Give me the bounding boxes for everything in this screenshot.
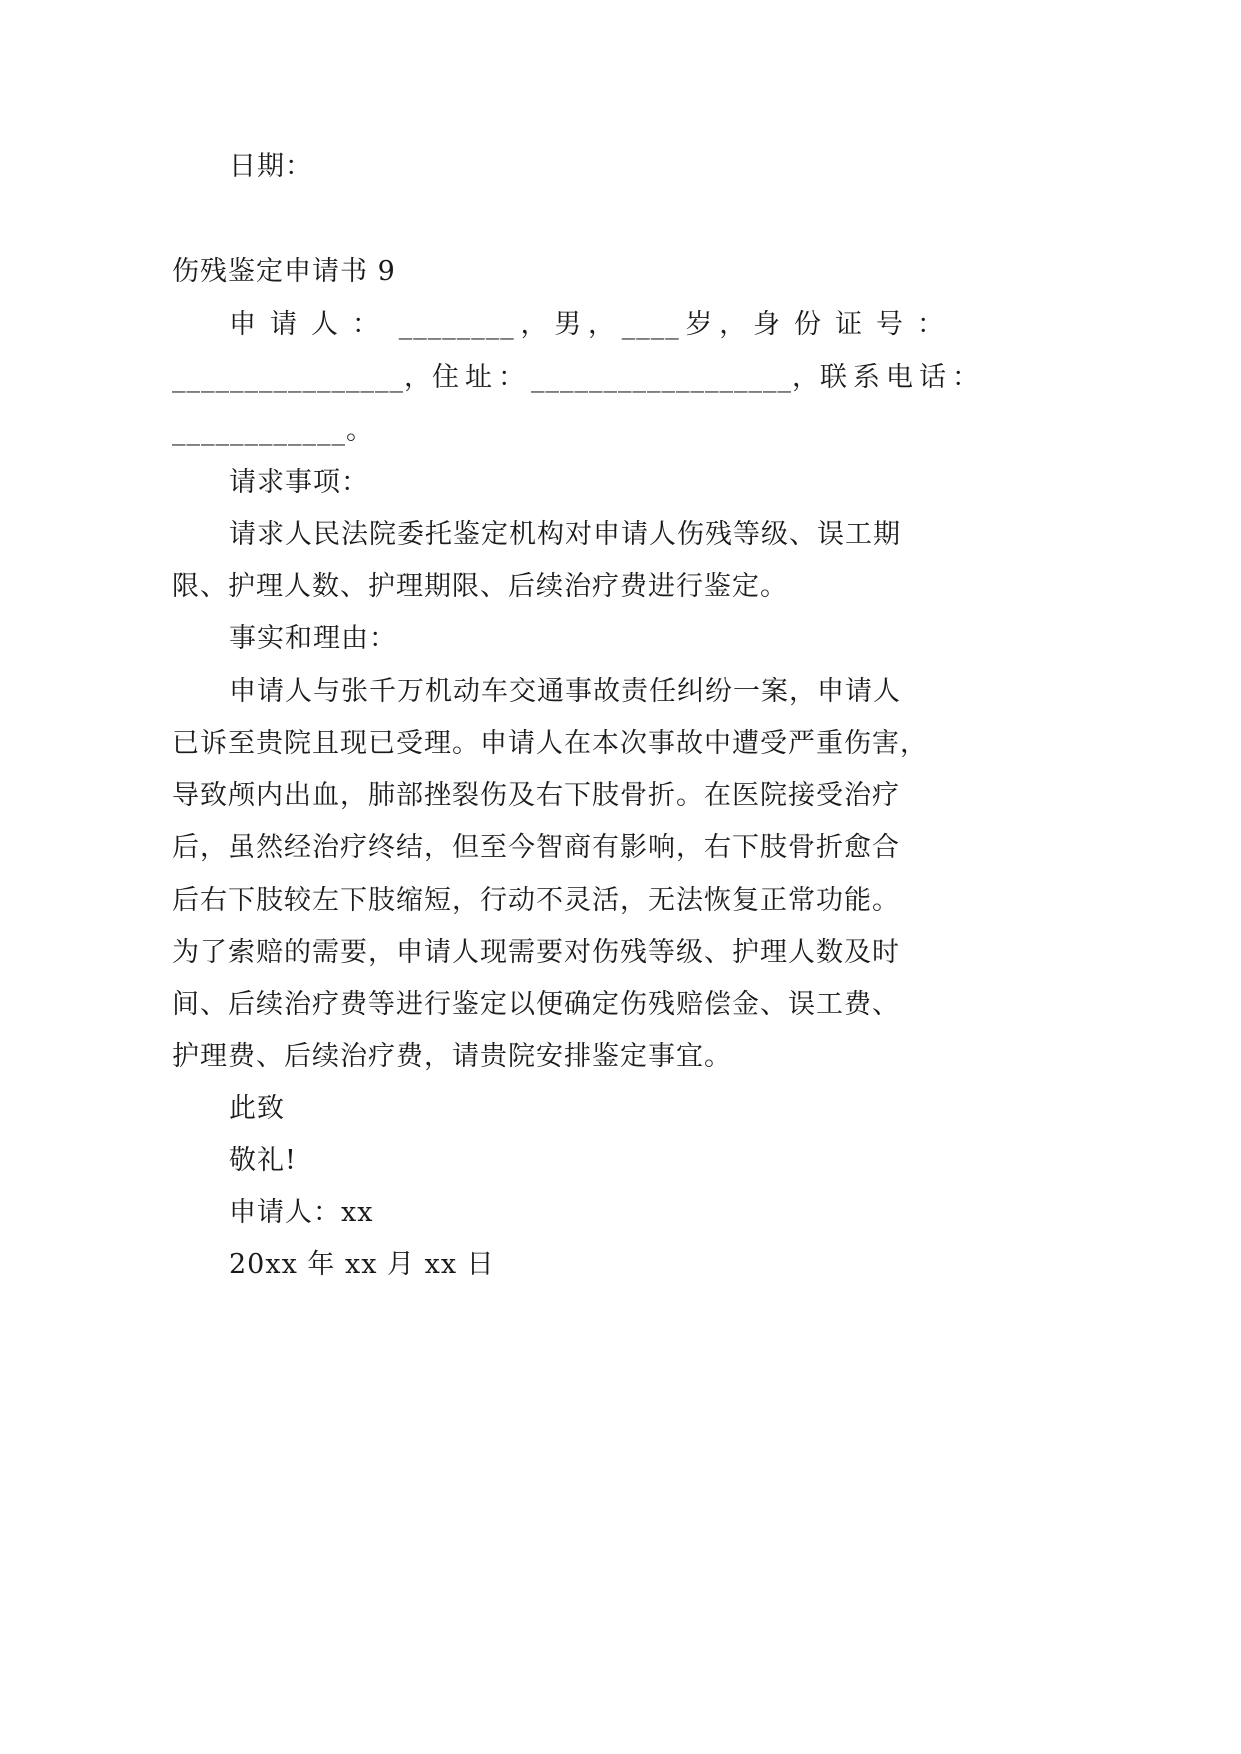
- closing-salutation: 此致: [229, 1093, 285, 1124]
- id-blank: ________________: [172, 362, 404, 393]
- address-label: 住址：: [432, 362, 531, 393]
- facts-line: 后右下肢较左下肢缩短，行动不灵活，无法恢复正常功能。: [172, 885, 900, 916]
- signature: 申请人：xx: [229, 1197, 374, 1228]
- date-label: 日期：: [229, 151, 313, 182]
- signed-date: 20xx 年 xx 月 xx 日: [229, 1249, 495, 1280]
- name-blank: ________: [398, 309, 515, 340]
- request-line: 限、护理人数、护理期限、后续治疗费进行鉴定。: [172, 571, 788, 602]
- facts-line: 后，虽然经治疗终结，但至今智商有影响，右下肢骨折愈合: [172, 832, 900, 863]
- request-line: 请求人民法院委托鉴定机构对申请人伤残等级、误工期: [229, 519, 901, 550]
- facts-line: 导致颅内出血，肺部挫裂伤及右下肢骨折。在医院接受治疗: [172, 780, 900, 811]
- facts-line: 为了索赔的需要，申请人现需要对伤残等级、护理人数及时: [172, 937, 900, 968]
- facts-line: 间、后续治疗费等进行鉴定以便确定伤残赔偿金、误工费、: [172, 989, 900, 1020]
- phone-blank: ____________。: [172, 415, 374, 446]
- facts-line: 申请人与张千万机动车交通事故责任纠纷一案，申请人: [229, 676, 901, 707]
- comma: ，: [520, 309, 549, 340]
- comma: ，: [792, 362, 820, 393]
- address-blank: __________________: [531, 362, 792, 393]
- comma: ，: [588, 309, 616, 340]
- age-unit: 岁: [685, 309, 714, 340]
- comma: ，: [719, 309, 748, 340]
- applicant-label: 申请人：: [229, 309, 393, 340]
- request-heading: 请求事项：: [229, 467, 369, 498]
- document-title: 伤残鉴定申请书 9: [172, 256, 396, 287]
- gender-value: 男: [554, 309, 583, 340]
- comma: ，: [404, 362, 432, 393]
- id-label: 身份证号：: [753, 309, 958, 340]
- applicant-line-1: [229, 308, 958, 342]
- closing-regards: 敬礼!: [229, 1145, 297, 1176]
- facts-line: 已诉至贵院且现已受理。申请人在本次事故中遭受严重伤害，: [172, 728, 928, 759]
- age-blank: ____: [621, 309, 680, 340]
- phone-label: 联系电话：: [820, 362, 985, 393]
- facts-line: 护理费、后续治疗费，请贵院安排鉴定事宜。: [172, 1041, 732, 1072]
- applicant-line-2: [172, 361, 985, 395]
- facts-heading: 事实和理由：: [229, 623, 397, 654]
